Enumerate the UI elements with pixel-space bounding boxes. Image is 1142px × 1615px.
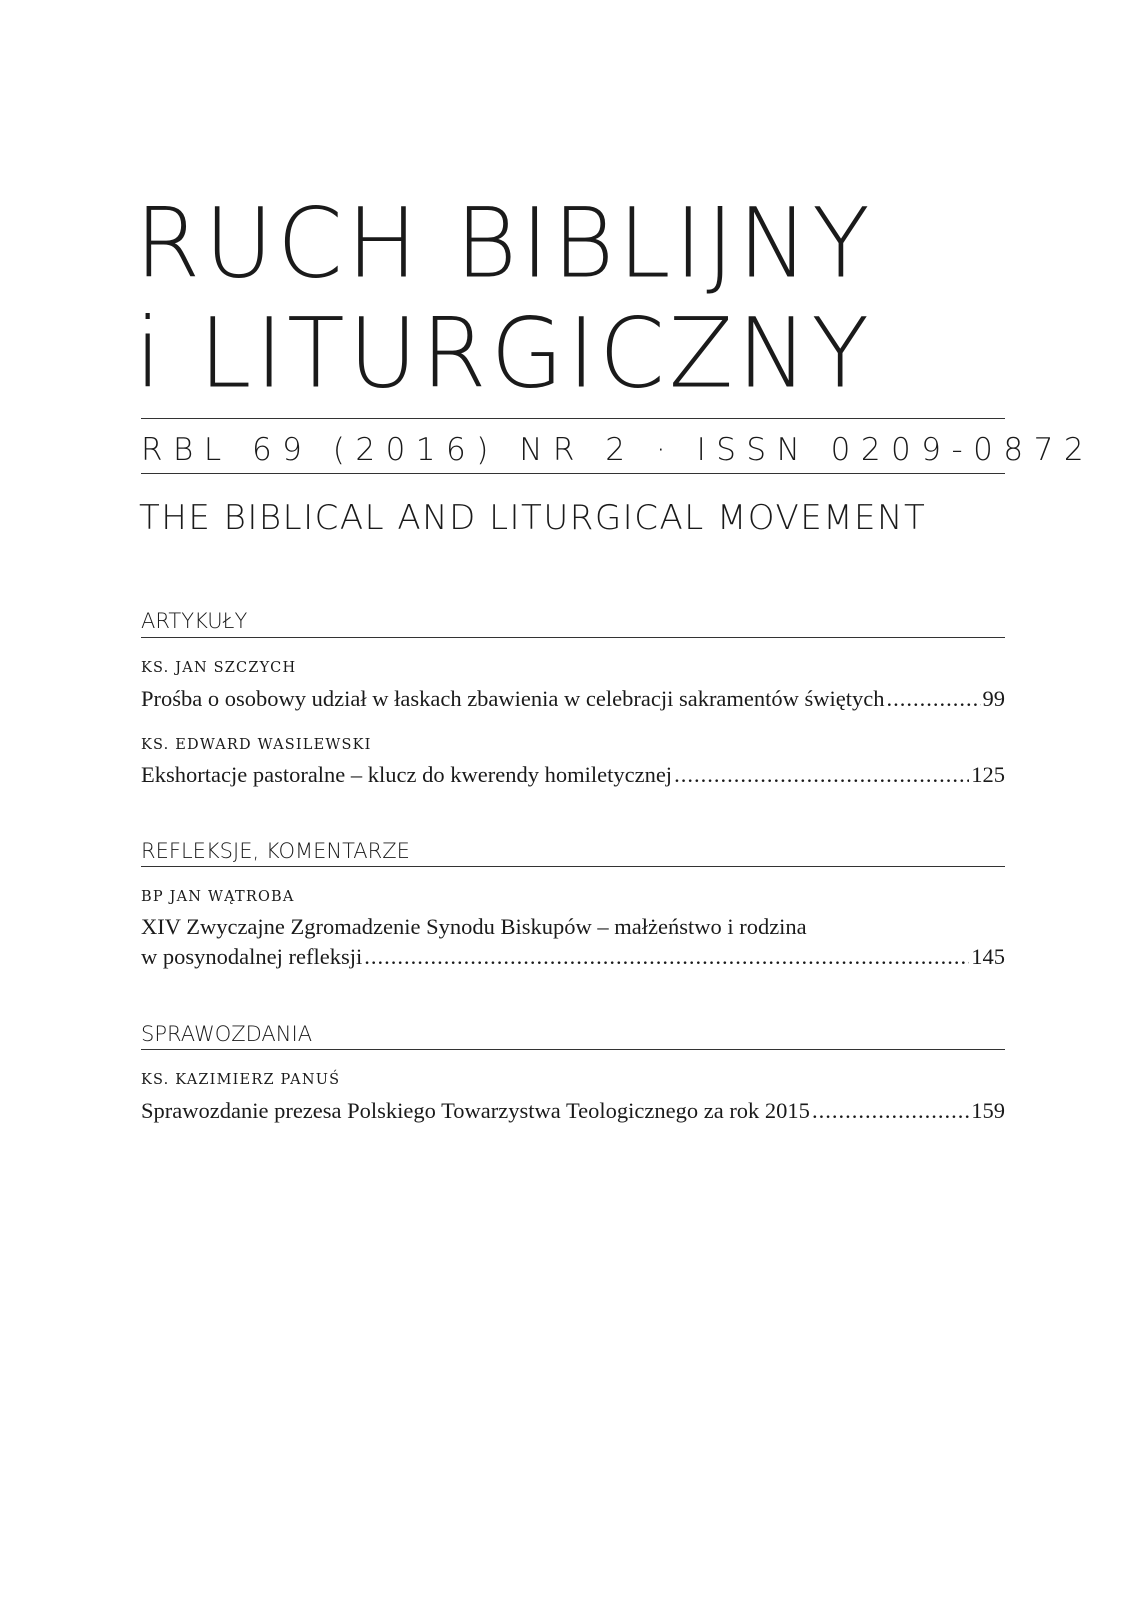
entry-page-number: 145 <box>971 944 1005 969</box>
entry-page-number: 99 <box>982 686 1005 711</box>
journal-title-line-1: RUCH BIBLIJNY <box>135 188 874 301</box>
toc-entry[interactable] <box>141 760 1005 790</box>
entry-page-number: 125 <box>971 762 1005 787</box>
section-heading-refleksje: REFLEKSJE, KOMENTARZE <box>141 839 410 863</box>
toc-entry[interactable] <box>141 1096 1005 1126</box>
dot-leader <box>364 942 969 972</box>
dot-leader <box>887 684 981 714</box>
entry-title: Ekshortacje pastoralne – klucz do kwerendy homiletycznej <box>141 762 673 787</box>
toc-entry[interactable] <box>141 942 1005 972</box>
entry-title: w posynodalnej refleksji <box>141 944 363 969</box>
section-divider <box>141 637 1005 638</box>
section-heading-sprawozdania: SPRAWOZDANIA <box>141 1022 313 1046</box>
toc-entry[interactable] <box>141 684 1005 714</box>
entry-author: BP JAN WĄTROBA <box>141 889 295 905</box>
entry-author: KS. EDWARD WASILEWSKI <box>141 737 372 753</box>
issue-info: RBL 69 (2016) NR 2 · ISSN 0209-0872 <box>141 432 1095 468</box>
journal-title-line-2: i LITURGICZNY <box>135 298 873 411</box>
divider-top <box>141 418 1005 419</box>
divider-bottom <box>141 473 1005 474</box>
entry-title-line-1[interactable]: XIV Zwyczajne Zgromadzenie Synodu Biskupów – małżeństwo i rodzina <box>141 914 807 939</box>
entry-author: KS. JAN SZCZYCH <box>141 660 297 676</box>
section-divider <box>141 1049 1005 1050</box>
dot-leader <box>812 1096 969 1126</box>
entry-title: Sprawozdanie prezesa Polskiego Towarzystwa Teologicznego za rok 2015 <box>141 1098 810 1123</box>
entry-author: KS. KAZIMIERZ PANUŚ <box>141 1072 341 1088</box>
entry-page-number: 159 <box>971 1098 1005 1123</box>
section-heading-artykuly: ARTYKUŁY <box>141 609 248 633</box>
dot-leader <box>674 760 969 790</box>
journal-subtitle: THE BIBLICAL AND LITURGICAL MOVEMENT <box>139 498 927 538</box>
entry-title: Prośba o osobowy udział w łaskach zbawienia w celebracji sakramentów świętych <box>141 686 885 711</box>
section-divider <box>141 866 1005 867</box>
